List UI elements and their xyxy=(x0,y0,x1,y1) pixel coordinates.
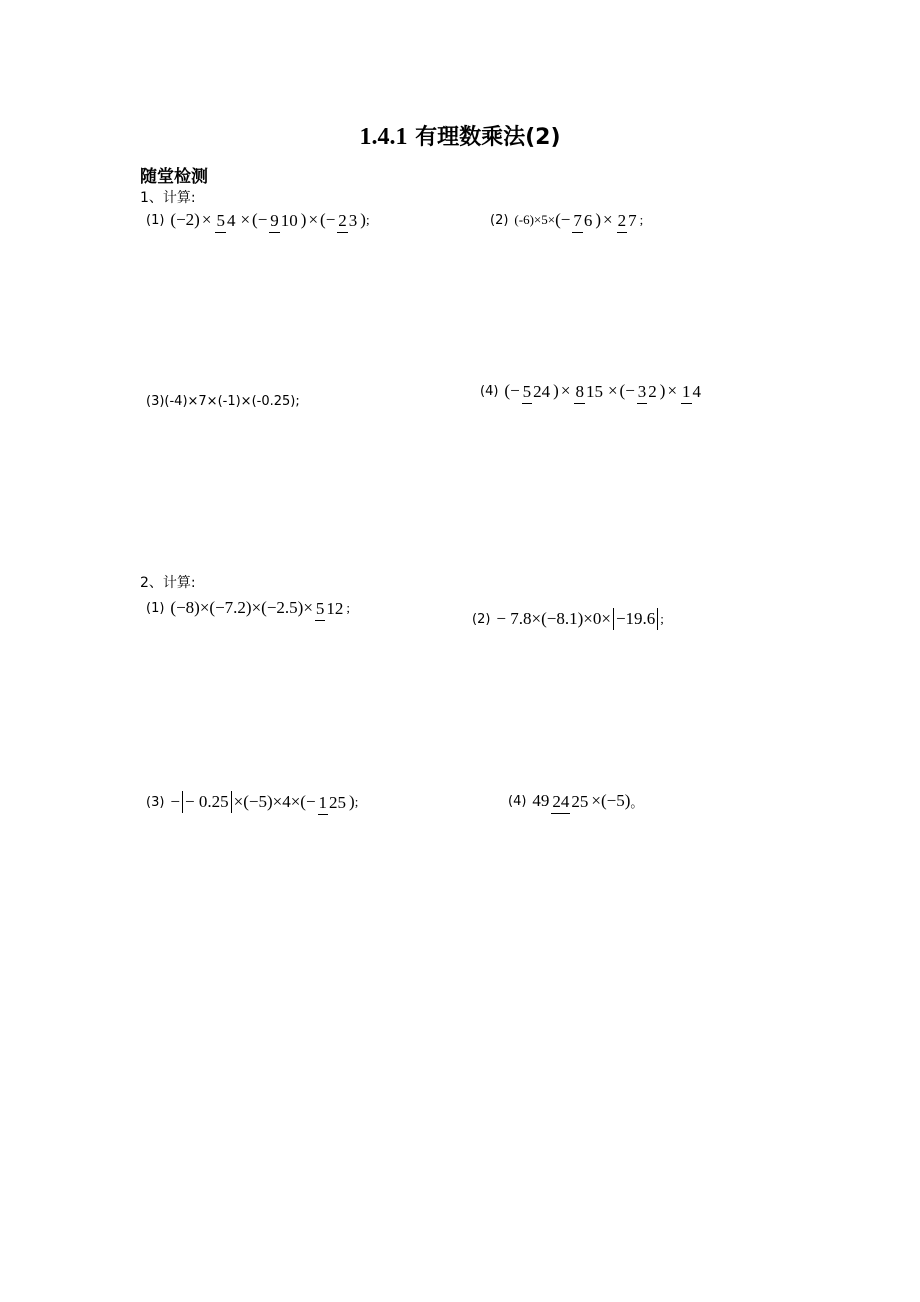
question-2-label: 2、计算: xyxy=(140,575,196,591)
fraction: 2 7 xyxy=(617,212,638,229)
fraction: 5 12 xyxy=(315,600,345,617)
fraction: 7 6 xyxy=(572,212,593,229)
q1-part-2: (2) (-6)×5× (− 7 6 ) × 2 7 ; xyxy=(490,210,643,230)
abs-bar-right xyxy=(231,791,232,813)
q1-part-1: (1) (−2) × 5 4 × (− 9 10 ) × (− 2 3 ) ; xyxy=(146,210,370,230)
q1-part-4: (4) (− 5 24 ) × 8 15 × (− 3 2 ) × 1 4 xyxy=(480,381,704,401)
q2-part-2: (2) − 7.8×(−8.1)×0× −19.6 ; xyxy=(472,609,664,628)
abs-bar-left xyxy=(182,791,183,813)
fraction: 3 2 xyxy=(637,383,658,400)
fraction: 8 15 xyxy=(574,383,604,400)
title-number: 1.4.1 xyxy=(359,124,408,150)
fraction: 5 24 xyxy=(522,383,552,400)
q2-part-1: (1) (−8)×(−7.2)×(−2.5)× 5 12 ; xyxy=(146,598,350,618)
fraction: 2 3 xyxy=(337,212,358,229)
fraction: 1 4 xyxy=(681,383,702,400)
fraction: 5 4 xyxy=(215,212,236,229)
q2-part-3: (3) − − 0.25 ×(−5)×4× (− 1 25 ) ; xyxy=(146,791,358,813)
fraction: 24 25 xyxy=(551,793,589,810)
q1-part-3: (3)(-4)×7×(-1)×(-0.25); xyxy=(146,394,300,409)
title-text: 有理数乘法(2) xyxy=(415,125,561,150)
q2-part-4: (4) 49 24 25 ×(−5) 。 xyxy=(508,791,643,811)
abs-bar-left xyxy=(613,608,614,630)
fraction: 1 25 xyxy=(318,794,348,811)
abs-bar-right xyxy=(657,608,658,630)
fraction: 9 10 xyxy=(269,212,299,229)
page-title xyxy=(0,120,920,151)
question-1-label: 1、计算: xyxy=(140,190,196,206)
section-heading: 随堂检测 xyxy=(140,167,208,187)
